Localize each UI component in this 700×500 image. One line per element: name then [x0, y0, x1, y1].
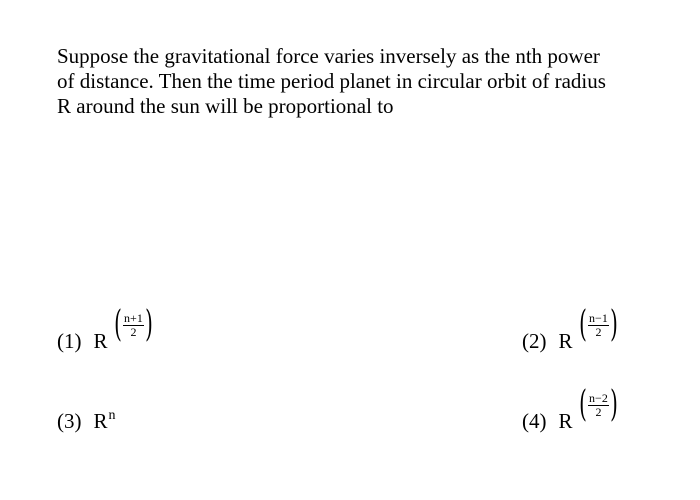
option-4-exp-numerator: n−2	[589, 390, 608, 405]
option-4-exponent: ( $\frac{n-2}{2}$ )	[579, 384, 618, 425]
option-4-exp-denominator: 2	[595, 404, 602, 419]
option-3-base: R	[93, 409, 108, 433]
option-4-number: (4)	[522, 409, 547, 433]
option-1-exp-numerator: n+1	[124, 310, 143, 325]
question-text	[57, 44, 657, 119]
option-4[interactable]	[522, 409, 573, 434]
question-line-1: Suppose the gravitational force varies inversely as the nth power	[57, 44, 600, 68]
option-2-exponent: ( $\frac{n-1}{2}$ )	[579, 304, 618, 345]
question-line-3: R around the sun will be proportional to	[57, 94, 394, 118]
option-2-number: (2)	[522, 329, 547, 353]
option-4-base: R	[558, 409, 573, 433]
option-2-exp-numerator: n−1	[589, 310, 608, 325]
option-4-fraction	[588, 392, 609, 419]
option-3-exponent: n	[108, 408, 116, 423]
option-2-base: R	[558, 329, 573, 353]
option-2-fraction	[588, 312, 609, 339]
option-3[interactable]	[57, 409, 116, 437]
option-1-number: (1)	[57, 329, 82, 353]
option-1-base: R	[93, 329, 108, 353]
question-line-2: of distance. Then the time period planet in circular orbit of radius	[57, 69, 606, 93]
option-1-exp-denominator: 2	[130, 324, 137, 339]
option-1-exponent: ( $\frac{n+1}{2}$ )	[114, 304, 153, 345]
option-1[interactable]	[57, 329, 108, 354]
option-2-exp-denominator: 2	[595, 324, 602, 339]
option-1-fraction	[123, 312, 144, 339]
option-2[interactable]	[522, 329, 573, 354]
option-3-number: (3)	[57, 409, 82, 433]
